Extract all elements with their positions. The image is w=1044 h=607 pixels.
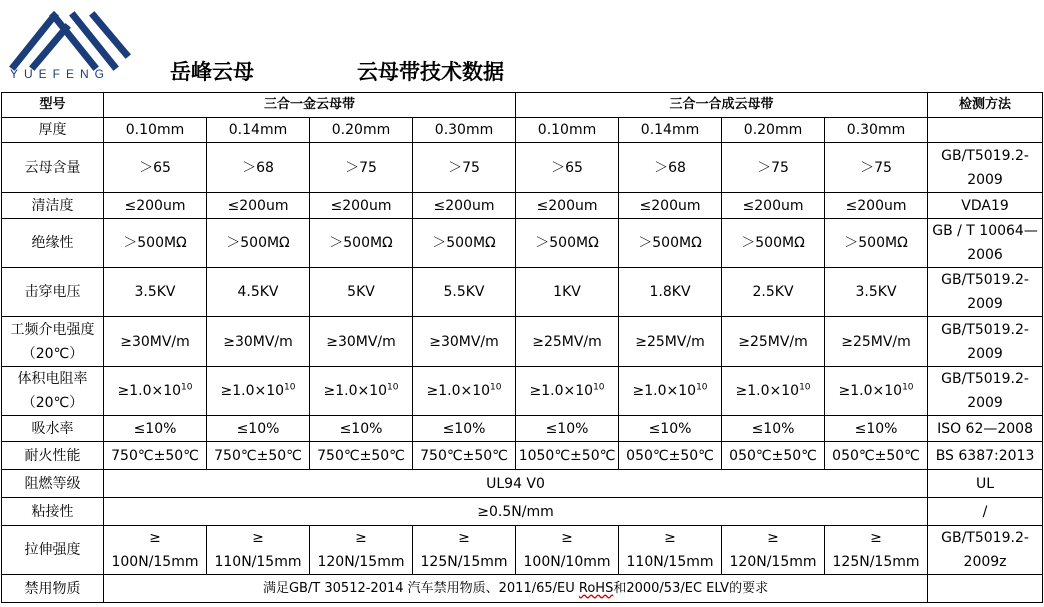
- table-cell: ＞500MΩ: [413, 219, 516, 268]
- table-cell: ＞75: [722, 143, 825, 193]
- tensile-value: 110N/15mm: [626, 554, 714, 570]
- table-cell: ＞68: [619, 143, 722, 193]
- table-row: [2, 498, 1043, 526]
- table-cell: ≤10%: [413, 416, 516, 442]
- table-cell: ＞500MΩ: [104, 219, 207, 268]
- row-label: 厚度: [2, 118, 104, 143]
- banned-text-rohs: RoHS: [578, 580, 614, 596]
- table-cell: [310, 367, 413, 416]
- table-cell: [825, 526, 928, 575]
- row-label: 云母含量: [2, 143, 104, 193]
- table-cell: ＞75: [825, 143, 928, 193]
- tensile-prefix: ≥: [252, 530, 264, 546]
- table-cell: 1.8KV: [619, 268, 722, 317]
- table-cell: 050℃±50℃: [825, 442, 928, 470]
- resistivity-base: ≥1.0×10: [838, 383, 903, 399]
- tensile-value: 120N/15mm: [729, 554, 817, 570]
- row-label: 击穿电压: [2, 268, 104, 317]
- table-cell: ＞500MΩ: [619, 219, 722, 268]
- resistivity-base: ≥1.0×10: [632, 383, 697, 399]
- merged-cell: ≥0.5N/mm: [104, 498, 928, 526]
- method-cell: GB / T 10064—2006: [928, 219, 1043, 268]
- method-cell: GB/T5019.2-2009: [928, 317, 1043, 367]
- tensile-prefix: ≥: [664, 530, 676, 546]
- table-cell: ≤200um: [722, 193, 825, 219]
- table-cell: 0.10mm: [516, 118, 619, 143]
- table-cell: 0.14mm: [207, 118, 310, 143]
- resistivity-base: ≥1.0×10: [323, 383, 388, 399]
- tensile-value: 125N/15mm: [420, 554, 508, 570]
- table-cell: ≤10%: [619, 416, 722, 442]
- tensile-prefix: ≥: [149, 530, 161, 546]
- table-cell: ＞500MΩ: [207, 219, 310, 268]
- table-cell: ＞500MΩ: [722, 219, 825, 268]
- tensile-value: 100N/10mm: [523, 554, 611, 570]
- table-cell: 750℃±50℃: [104, 442, 207, 470]
- resistivity-base: ≥1.0×10: [735, 383, 800, 399]
- method-cell: /: [928, 498, 1043, 526]
- resistivity-exponent: 10: [387, 382, 399, 393]
- table-cell: [310, 526, 413, 575]
- table-cell: [825, 367, 928, 416]
- table-cell: [722, 367, 825, 416]
- table-cell: ≤10%: [104, 416, 207, 442]
- table-cell: ≤200um: [825, 193, 928, 219]
- row-label: 耐火性能: [2, 442, 104, 470]
- table-cell: 4.5KV: [207, 268, 310, 317]
- merged-cell: [104, 575, 928, 603]
- table-row: [2, 118, 1043, 143]
- header-test-method: 检测方法: [928, 93, 1043, 118]
- table-cell: ＞75: [310, 143, 413, 193]
- table-cell: ≤200um: [207, 193, 310, 219]
- table-cell: ＞65: [104, 143, 207, 193]
- table-row: [2, 367, 1043, 416]
- table-cell: ≥25MV/m: [516, 317, 619, 367]
- tensile-value: 100N/15mm: [111, 554, 199, 570]
- tensile-prefix: ≥: [355, 530, 367, 546]
- table-cell: 2.5KV: [722, 268, 825, 317]
- table-cell: ≥25MV/m: [619, 317, 722, 367]
- table-row: [2, 575, 1043, 603]
- table-cell: ≥30MV/m: [104, 317, 207, 367]
- table-row: [2, 219, 1043, 268]
- table-cell: 050℃±50℃: [722, 442, 825, 470]
- method-cell: [928, 118, 1043, 143]
- table-cell: 750℃±50℃: [413, 442, 516, 470]
- table-cell: ≥25MV/m: [825, 317, 928, 367]
- table-row: [2, 143, 1043, 193]
- banned-text-pre: 满足GB/T 30512-2014 汽车禁用物质、2011/65/EU: [262, 580, 579, 596]
- banned-text-post: 和2000/53/EC ELV的要求: [613, 580, 769, 596]
- logo-wordmark: YUEFENG: [10, 67, 111, 81]
- table-cell: ≥30MV/m: [413, 317, 516, 367]
- resistivity-base: ≥1.0×10: [220, 383, 285, 399]
- document-header: [0, 0, 1044, 92]
- table-cell: ＞500MΩ: [310, 219, 413, 268]
- tensile-prefix: ≥: [561, 530, 573, 546]
- tensile-value: 110N/15mm: [214, 554, 302, 570]
- table-cell: ≤10%: [722, 416, 825, 442]
- row-label: 工频介电强度（20℃）: [2, 317, 104, 367]
- row-label: 拉伸强度: [2, 526, 104, 575]
- table-cell: [619, 526, 722, 575]
- table-row: [2, 526, 1043, 575]
- spec-table: [1, 92, 1043, 603]
- table-cell: 0.14mm: [619, 118, 722, 143]
- method-cell: UL: [928, 470, 1043, 498]
- method-cell: BS 6387:2013: [928, 442, 1043, 470]
- table-cell: ＞75: [413, 143, 516, 193]
- table-cell: ≤10%: [825, 416, 928, 442]
- table-cell: [619, 367, 722, 416]
- table-cell: [207, 526, 310, 575]
- table-row: [2, 193, 1043, 219]
- table-cell: 0.30mm: [413, 118, 516, 143]
- resistivity-base: ≥1.0×10: [117, 383, 182, 399]
- table-cell: 1050℃±50℃: [516, 442, 619, 470]
- row-label: 绝缘性: [2, 219, 104, 268]
- table-cell: ＞500MΩ: [825, 219, 928, 268]
- resistivity-exponent: 10: [902, 382, 914, 393]
- header-group-synthetic: 三合一合成云母带: [516, 93, 928, 118]
- table-cell: 0.20mm: [722, 118, 825, 143]
- tensile-prefix: ≥: [767, 530, 779, 546]
- method-cell: GB/T5019.2-2009z: [928, 526, 1043, 575]
- table-row: [2, 470, 1043, 498]
- method-cell: VDA19: [928, 193, 1043, 219]
- table-header-row: [2, 93, 1043, 118]
- table-cell: ≤10%: [207, 416, 310, 442]
- method-cell: GB/T5019.2-2009: [928, 268, 1043, 317]
- merged-cell: UL94 V0: [104, 470, 928, 498]
- resistivity-exponent: 10: [490, 382, 502, 393]
- row-label: 阻燃等级: [2, 470, 104, 498]
- table-cell: ＞65: [516, 143, 619, 193]
- resistivity-exponent: 10: [284, 382, 296, 393]
- row-label: 禁用物质: [2, 575, 104, 603]
- table-cell: [722, 526, 825, 575]
- table-cell: ≥30MV/m: [310, 317, 413, 367]
- table-cell: ≤200um: [413, 193, 516, 219]
- table-cell: 0.10mm: [104, 118, 207, 143]
- table-row: [2, 268, 1043, 317]
- resistivity-base: ≥1.0×10: [529, 383, 594, 399]
- tensile-value: 120N/15mm: [317, 554, 405, 570]
- table-cell: ≥30MV/m: [207, 317, 310, 367]
- table-cell: [413, 367, 516, 416]
- row-label: 粘接性: [2, 498, 104, 526]
- table-cell: ≤10%: [516, 416, 619, 442]
- table-cell: 3.5KV: [825, 268, 928, 317]
- resistivity-exponent: 10: [696, 382, 708, 393]
- table-cell: [516, 526, 619, 575]
- table-row: [2, 317, 1043, 367]
- table-cell: 1KV: [516, 268, 619, 317]
- method-cell: GB/T5019.2-2009: [928, 367, 1043, 416]
- table-cell: [104, 367, 207, 416]
- resistivity-exponent: 10: [593, 382, 605, 393]
- resistivity-exponent: 10: [181, 382, 193, 393]
- table-cell: ＞500MΩ: [516, 219, 619, 268]
- header-group-phlogopite: 三合一金云母带: [104, 93, 516, 118]
- table-cell: [104, 526, 207, 575]
- table-cell: ≤10%: [310, 416, 413, 442]
- table-cell: [516, 367, 619, 416]
- table-cell: ≤200um: [516, 193, 619, 219]
- method-cell: [928, 575, 1043, 603]
- table-cell: 0.30mm: [825, 118, 928, 143]
- resistivity-exponent: 10: [799, 382, 811, 393]
- table-cell: [207, 367, 310, 416]
- table-cell: 3.5KV: [104, 268, 207, 317]
- table-cell: ≤200um: [619, 193, 722, 219]
- resistivity-base: ≥1.0×10: [426, 383, 491, 399]
- table-cell: 5.5KV: [413, 268, 516, 317]
- method-cell: GB/T5019.2-2009: [928, 143, 1043, 193]
- table-cell: [413, 526, 516, 575]
- table-cell: 750℃±50℃: [207, 442, 310, 470]
- table-cell: ≤200um: [310, 193, 413, 219]
- table-cell: ＞68: [207, 143, 310, 193]
- header-model: 型号: [2, 93, 104, 118]
- table-cell: ≤200um: [104, 193, 207, 219]
- table-row: [2, 416, 1043, 442]
- tensile-value: 125N/15mm: [832, 554, 920, 570]
- document-title: 云母带技术数据: [357, 60, 504, 84]
- row-label: 体积电阻率（20℃）: [2, 367, 104, 416]
- method-cell: ISO 62—2008: [928, 416, 1043, 442]
- row-label: 清洁度: [2, 193, 104, 219]
- company-name: 岳峰云母: [170, 60, 254, 84]
- tensile-prefix: ≥: [870, 530, 882, 546]
- tensile-prefix: ≥: [458, 530, 470, 546]
- table-cell: 0.20mm: [310, 118, 413, 143]
- table-row: [2, 442, 1043, 470]
- table-cell: 750℃±50℃: [310, 442, 413, 470]
- table-cell: 050℃±50℃: [619, 442, 722, 470]
- table-cell: 5KV: [310, 268, 413, 317]
- row-label: 吸水率: [2, 416, 104, 442]
- table-cell: ≥25MV/m: [722, 317, 825, 367]
